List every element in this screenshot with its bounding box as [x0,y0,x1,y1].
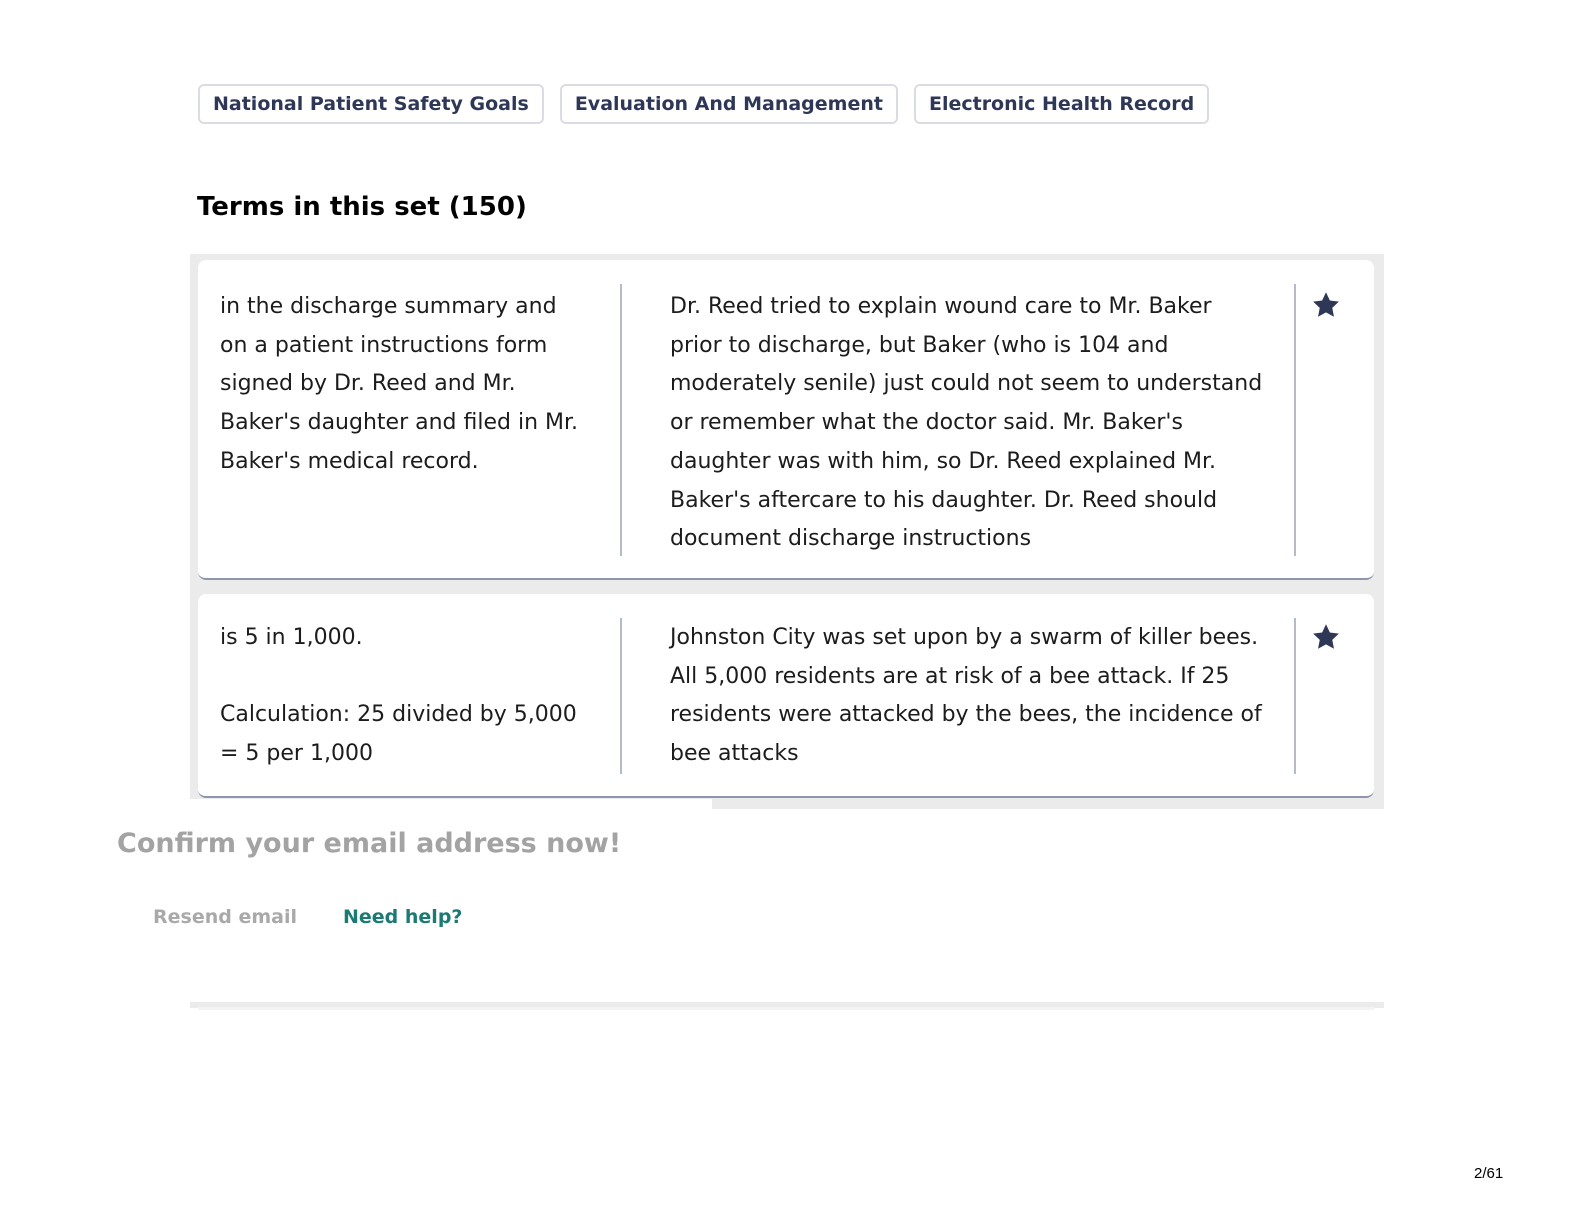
terms-heading: Terms in this set (150) [197,192,527,222]
divider [1294,618,1296,774]
confirm-email-heading: Confirm your email address now! [117,828,622,859]
divider [620,284,622,556]
tag-national-patient-safety-goals[interactable]: National Patient Safety Goals [198,84,544,124]
tag-evaluation-and-management[interactable]: Evaluation And Management [560,84,898,124]
tag-list [198,84,1209,124]
page-number: 2/61 [1474,1165,1504,1182]
term-text: is 5 in 1,000. Calculation: 25 divided by 5,000 = 5 per 1,000 [220,625,577,767]
star-icon[interactable] [1311,622,1341,652]
divider [1294,284,1296,556]
divider [620,618,622,774]
need-help-link[interactable]: Need help? [343,906,463,928]
definition-text: Dr. Reed tried to explain wound care to Mr. Baker prior to discharge, but Baker (who is 104 and moderately senile) just could not seem to understand or remember what the doctor said. Mr. Baker's daughter was with him, so Dr. Reed explained Mr. Baker's aftercare to his daughter. Dr. Reed should document discharge instructions [670,294,1263,552]
terms-panel [190,254,1384,809]
term-text: in the discharge summary and on a patient instructions form signed by Dr. Reed and Mr. Baker's daughter and filed in Mr. Baker's medical record. [220,294,579,474]
term-card [198,260,1374,580]
star-icon[interactable] [1311,290,1341,320]
tag-electronic-health-record[interactable]: Electronic Health Record [914,84,1209,124]
term-card [198,594,1374,798]
resend-email-link[interactable]: Resend email [153,906,297,928]
definition-text: Johnston City was set upon by a swarm of killer bees. All 5,000 residents are at risk of a bee attack. If 25 residents were attacked by the bees, the incidence of bee attacks [670,625,1262,767]
section-divider [190,1002,1384,1008]
